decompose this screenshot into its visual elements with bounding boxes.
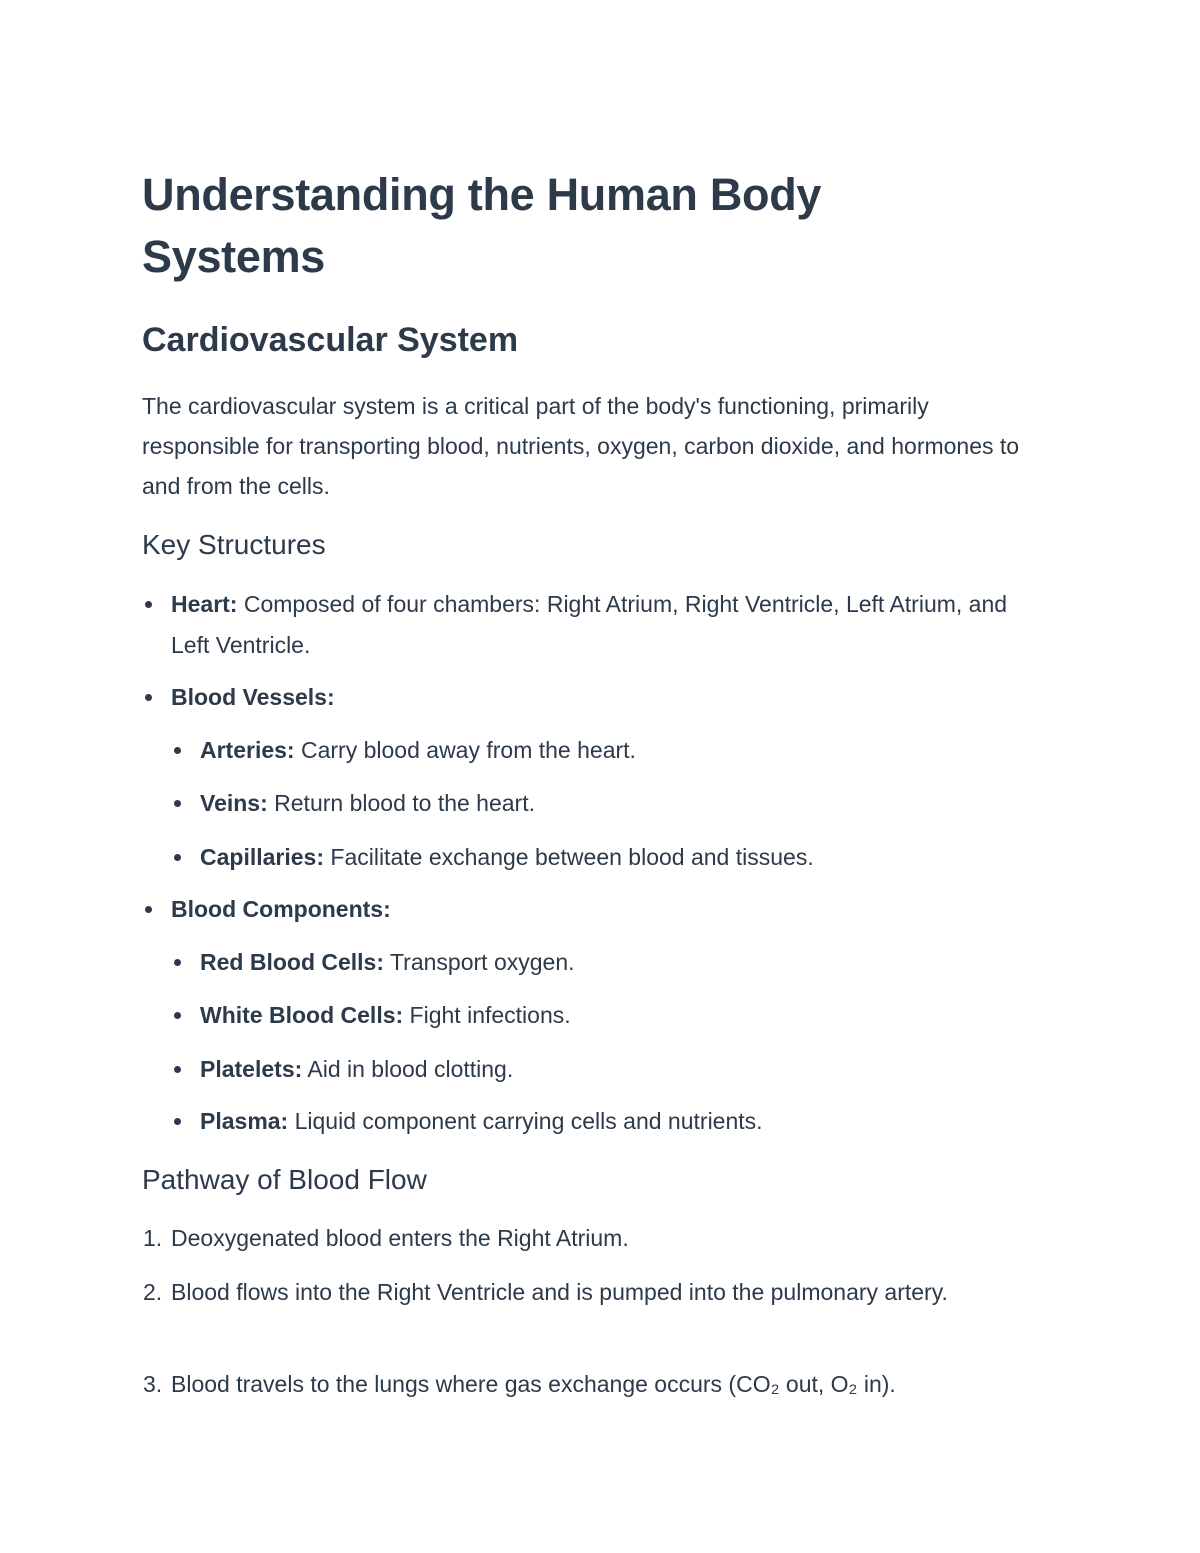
- step-text: Deoxygenated blood enters the Right Atrium.: [171, 1225, 629, 1251]
- list-item-blood-components: [171, 889, 1041, 930]
- description: Fight infections.: [403, 1002, 571, 1028]
- list-item-veins: [200, 783, 1070, 824]
- term: Heart:: [171, 591, 238, 617]
- description: Liquid component carrying cells and nutrients.: [288, 1108, 763, 1134]
- description: Transport oxygen.: [384, 949, 575, 975]
- list-number: 1.: [143, 1225, 163, 1251]
- description: Return blood to the heart.: [267, 790, 535, 816]
- bullet-icon: [174, 747, 181, 754]
- document-title-block: [142, 164, 942, 288]
- key-structures-heading: Key Structures: [142, 529, 326, 560]
- bullet-icon: [174, 1012, 181, 1019]
- term: Capillaries:: [200, 844, 324, 870]
- bullet-icon: [174, 854, 181, 861]
- list-item-blood-vessels: [171, 677, 1041, 718]
- step-text: Blood flows into the Right Ventricle and is pumped into the pulmonary artery.: [171, 1279, 948, 1305]
- pathway-heading: Pathway of Blood Flow: [142, 1164, 427, 1195]
- ordered-item-3: [143, 1364, 1071, 1405]
- list-item-heart: [171, 584, 1041, 666]
- step-text: Blood travels to the lungs where gas exchange occurs (CO₂ out, O₂ in).: [171, 1371, 896, 1397]
- list-item-capillaries: [200, 837, 1070, 878]
- intro-paragraph: The cardiovascular system is a critical part of the body's functioning, primarily responsible for transporting blood, nutrients, oxygen, carbon dioxide, and hormones to and from the cells.: [142, 393, 1020, 499]
- description: Composed of four chambers: Right Atrium, Right Ventricle, Left Atrium, and Left Ventricle.: [171, 591, 1008, 658]
- bullet-icon: [145, 906, 152, 913]
- bullet-icon: [145, 694, 152, 701]
- list-item-platelets: [200, 1049, 1070, 1090]
- term: White Blood Cells:: [200, 1002, 404, 1028]
- term: Red Blood Cells:: [200, 949, 385, 975]
- bullet-icon: [174, 800, 181, 807]
- ordered-item-1: [143, 1218, 1041, 1259]
- description: Facilitate exchange between blood and tissues.: [324, 844, 814, 870]
- list-number: 2.: [143, 1279, 163, 1305]
- list-item-red-blood-cells: [200, 942, 1070, 983]
- intro-block: [142, 386, 1022, 506]
- list-item-white-blood-cells: [200, 995, 1070, 1036]
- term: Arteries:: [200, 737, 295, 763]
- term: Plasma:: [200, 1108, 289, 1134]
- term: Veins:: [200, 790, 268, 816]
- section-heading-block: [142, 320, 1042, 360]
- bullet-icon: [145, 601, 152, 608]
- term: Blood Components:: [171, 896, 391, 922]
- description: Aid in blood clotting.: [302, 1056, 514, 1082]
- pathway-heading-block: [142, 1162, 1042, 1198]
- term: Platelets:: [200, 1056, 303, 1082]
- ordered-item-2: [143, 1272, 1041, 1313]
- bullet-icon: [174, 1066, 181, 1073]
- key-structures-heading-block: [142, 527, 1042, 563]
- list-item-plasma: [200, 1101, 1070, 1142]
- list-item-arteries: [200, 730, 1070, 771]
- list-number: 3.: [143, 1371, 163, 1397]
- bullet-icon: [174, 1118, 181, 1125]
- document-title: Understanding the Human Body Systems: [142, 169, 822, 282]
- description: Carry blood away from the heart.: [294, 737, 636, 763]
- term: Blood Vessels:: [171, 684, 335, 710]
- section-heading: Cardiovascular System: [142, 321, 519, 359]
- bullet-icon: [174, 959, 181, 966]
